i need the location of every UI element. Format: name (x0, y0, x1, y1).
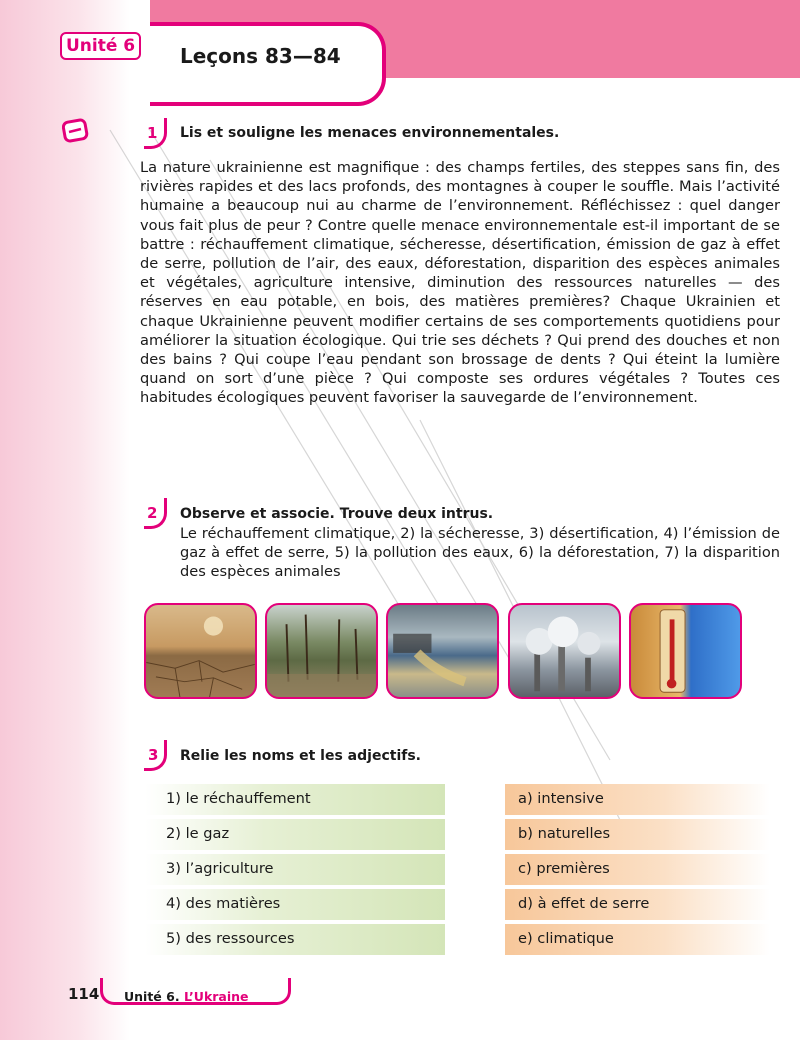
matching-row (145, 852, 770, 887)
exercise-1-number: 1 (147, 124, 158, 142)
matching-noun: 2) le gaz (166, 825, 230, 842)
matching-row (145, 922, 770, 957)
footer-unit-label (124, 989, 249, 1004)
exercise-3-number: 3 (148, 746, 159, 764)
matching-adjective: a) intensive (518, 790, 604, 807)
exercise-1-text: La nature ukrainienne est magnifique : des champs fertiles, des steppes sans fin, des rivières rapides et des lacs profonds, des montagnes à couper le souffle. Mais l’activité humaine a beaucoup nui au charme de l’environnement. Réfléchissez : quel danger vous fait plus de peur ? Contre quelle menace environnementale est-il important de se battre : réchauffement climatique, sécheresse, désertification, émission de gaz à effet de serre, pollution de l’air, des eaux, déforestation, disparition des espèces animales et végétales, agriculture intensive, diminution des ressources naturelles — des réserves en eau potable, en bois, des matières premières? Chaque Ukrainien et chaque Ukrainienne peuvent modifier certains de ses comportements quotidiens pour améliorer la situation écologique. Qui trie ses déchets ? Qui prend des douches et non des bains ? Qui coupe l’eau pendant son brossage de dents ? Qui éteint la lumière quand on sort d’une pièce ? Qui composte ses ordures végétales ? Toutes ces habitudes écologiques peuvent favoriser la sauvegarde de l’environnement. (140, 159, 780, 407)
matching-table (145, 782, 770, 957)
exercise-2-heading: Observe et associe. Trouve deux intrus. (180, 506, 494, 522)
matching-adjective: e) climatique (518, 930, 614, 947)
book-icon (62, 118, 90, 144)
lesson-title: Leçons 83—84 (180, 44, 341, 68)
matching-noun: 4) des matières (166, 895, 281, 912)
page-number: 114 (68, 985, 100, 1003)
factory-smoke-photo (508, 603, 621, 699)
footer-unit-number: Unité 6. (124, 989, 180, 1004)
matching-noun: 1) le réchauffement (166, 790, 311, 807)
matching-noun: 5) des ressources (166, 930, 295, 947)
thermometer-photo (629, 603, 742, 699)
matching-row (145, 887, 770, 922)
left-decorative-band (0, 0, 130, 1040)
photo-strip (144, 603, 744, 699)
deforestation-photo (265, 603, 378, 699)
exercise-1-heading: Lis et souligne les menaces environnementales. (180, 125, 560, 141)
exercise-2-text: Le réchauffement climatique, 2) la sécheresse, 3) désertification, 4) l’émission de gaz à effet de serre, 5) la pollution des eaux, 6) la déforestation, 7) la disparition des espèces animales (180, 525, 780, 581)
matching-adjective: d) à effet de serre (518, 895, 650, 912)
unit-badge: Unité 6 (60, 32, 141, 60)
exercise-2-number: 2 (147, 504, 158, 522)
exercise-3-heading: Relie les noms et les adjectifs. (180, 748, 421, 764)
matching-noun: 3) l’agriculture (166, 860, 274, 877)
matching-row (145, 817, 770, 852)
matching-adjective: c) premières (518, 860, 610, 877)
dry-cracked-earth-photo (144, 603, 257, 699)
water-pollution-photo (386, 603, 499, 699)
footer-unit-name: L’Ukraine (183, 989, 249, 1004)
matching-adjective: b) naturelles (518, 825, 611, 842)
matching-row (145, 782, 770, 817)
